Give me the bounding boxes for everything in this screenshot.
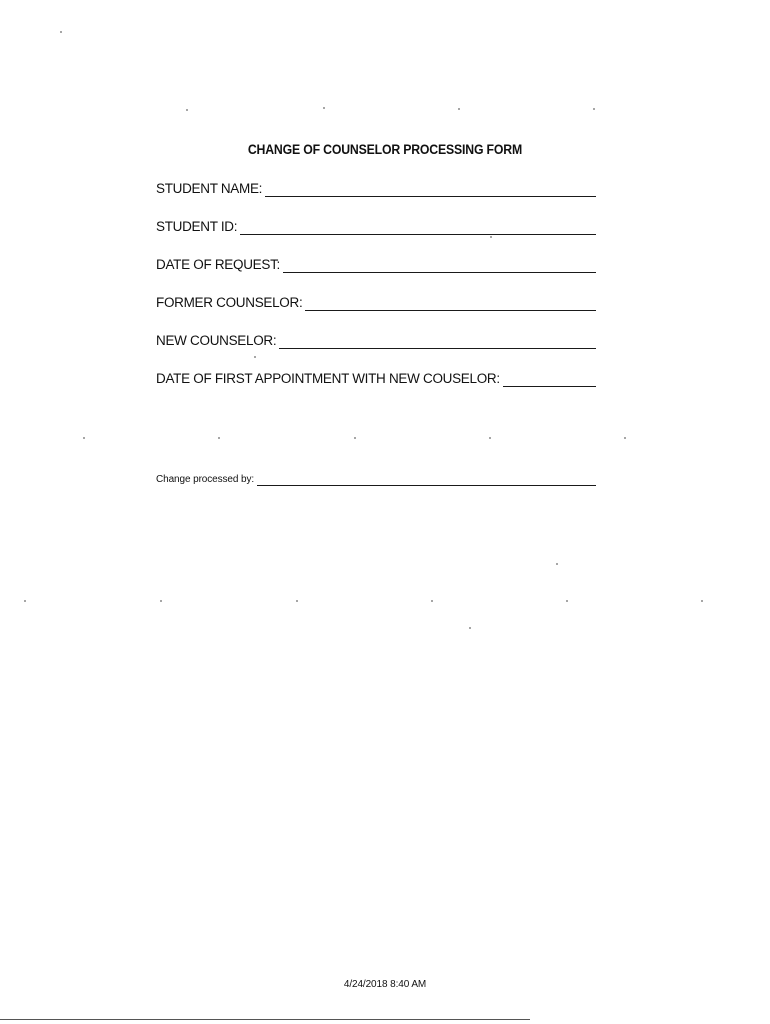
scan-speck bbox=[624, 437, 626, 439]
date-of-request-label: DATE OF REQUEST: bbox=[156, 257, 280, 272]
change-processed-by-label: Change processed by: bbox=[156, 474, 255, 485]
scan-speck bbox=[458, 108, 460, 110]
first-appointment-date-label: DATE OF FIRST APPOINTMENT WITH NEW COUSELOR: bbox=[156, 371, 500, 386]
former-counselor-label: FORMER COUNSELOR: bbox=[156, 295, 303, 310]
scan-speck bbox=[354, 437, 356, 439]
date-of-request-blank-line[interactable] bbox=[283, 260, 596, 273]
scan-speck bbox=[566, 600, 568, 602]
scan-speck bbox=[469, 627, 471, 629]
scan-speck bbox=[296, 600, 298, 602]
new-counselor-label: NEW COUNSELOR: bbox=[156, 333, 277, 348]
former-counselor-field[interactable] bbox=[156, 295, 596, 311]
student-id-field[interactable] bbox=[156, 219, 596, 235]
change-processed-by-blank-line[interactable] bbox=[257, 476, 596, 486]
student-name-field[interactable] bbox=[156, 181, 596, 197]
scan-speck bbox=[60, 31, 62, 33]
scan-speck bbox=[186, 109, 188, 111]
scan-speck bbox=[556, 563, 558, 565]
first-appointment-date-blank-line[interactable] bbox=[503, 374, 596, 387]
scan-speck bbox=[24, 600, 26, 602]
scan-speck bbox=[489, 437, 491, 439]
scan-speck bbox=[160, 600, 162, 602]
scan-speck bbox=[254, 356, 256, 358]
scan-speck bbox=[323, 107, 325, 109]
former-counselor-blank-line[interactable] bbox=[305, 298, 596, 311]
new-counselor-blank-line[interactable] bbox=[279, 336, 596, 349]
change-processed-by-field[interactable] bbox=[156, 474, 596, 486]
student-name-blank-line[interactable] bbox=[265, 184, 596, 197]
print-timestamp: 4/24/2018 8:40 AM bbox=[343, 979, 427, 990]
student-id-label: STUDENT ID: bbox=[156, 219, 238, 234]
scan-bottom-edge-line bbox=[0, 1019, 530, 1020]
scan-speck bbox=[83, 437, 85, 439]
scan-speck bbox=[490, 236, 492, 238]
scan-speck bbox=[431, 600, 433, 602]
scan-speck bbox=[701, 600, 703, 602]
scan-speck bbox=[593, 108, 595, 110]
form-title: CHANGE OF COUNSELOR PROCESSING FORM bbox=[247, 142, 522, 157]
student-name-label: STUDENT NAME: bbox=[156, 181, 263, 196]
first-appointment-date-field[interactable] bbox=[156, 371, 596, 387]
scan-speck bbox=[218, 437, 220, 439]
new-counselor-field[interactable] bbox=[156, 333, 596, 349]
student-id-blank-line[interactable] bbox=[240, 222, 596, 235]
date-of-request-field[interactable] bbox=[156, 257, 596, 273]
